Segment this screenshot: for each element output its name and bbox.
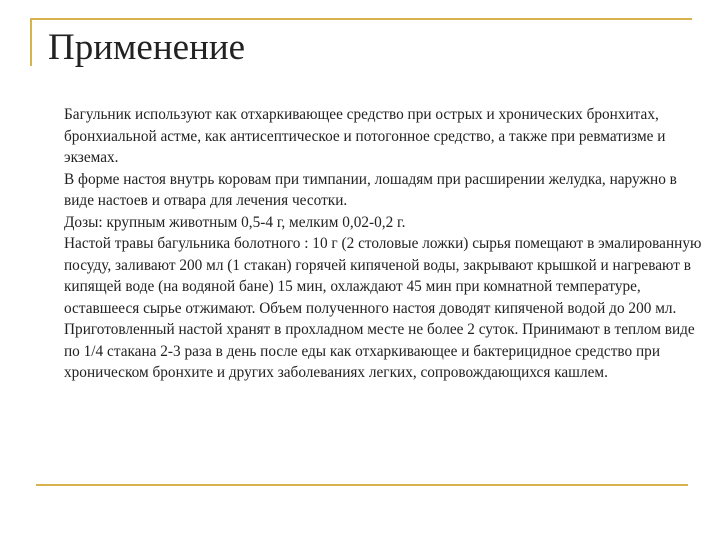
left-accent-line	[30, 18, 32, 66]
top-accent-line	[30, 18, 692, 20]
paragraph-doses: Дозы: крупным животным 0,5-4 г, мелким 0,02-0,2 г.	[64, 213, 406, 231]
paragraph-infusion-recipe: Настой травы багульника болотного : 10 г (2 столовые ложки) сырья помещают в эмалированную посуду, заливают 200 мл (1 стакан) горячей кипяченой воды, закрывают крышкой и нагревают в кипящей воде (на водяной бане) 15 мин, охлаждают 45 мин при комнатной температуре, оставшееся сырье отжимают. Объем полученного настоя доводят кипяченой водой до 200 мл. Приготовленный настой хранят в прохладном месте не более 2 суток. Принимают в теплом виде по 1/4 стакана 2-3 раза в день после еды как отхаркивающее и бактерицидное средство при хроническом бронхите и других заболеваниях легких, сопровождающихся кашлем.	[64, 235, 702, 381]
slide-title: Применение	[48, 27, 246, 68]
slide-body	[64, 104, 704, 384]
paragraph-veterinary-use: В форме настоя внутрь коровам при тимпании, лошадям при расширении желудка, наружно в виде настоев и отвара для лечения чесотки.	[64, 170, 677, 209]
paragraph-usage: Багульник используют как отхаркивающее средство при острых и хронических бронхитах, бронхиальной астме, как антисептическое и потогонное средство, а также при ревматизме и экземах.	[64, 106, 666, 166]
bottom-accent-line	[36, 484, 688, 486]
